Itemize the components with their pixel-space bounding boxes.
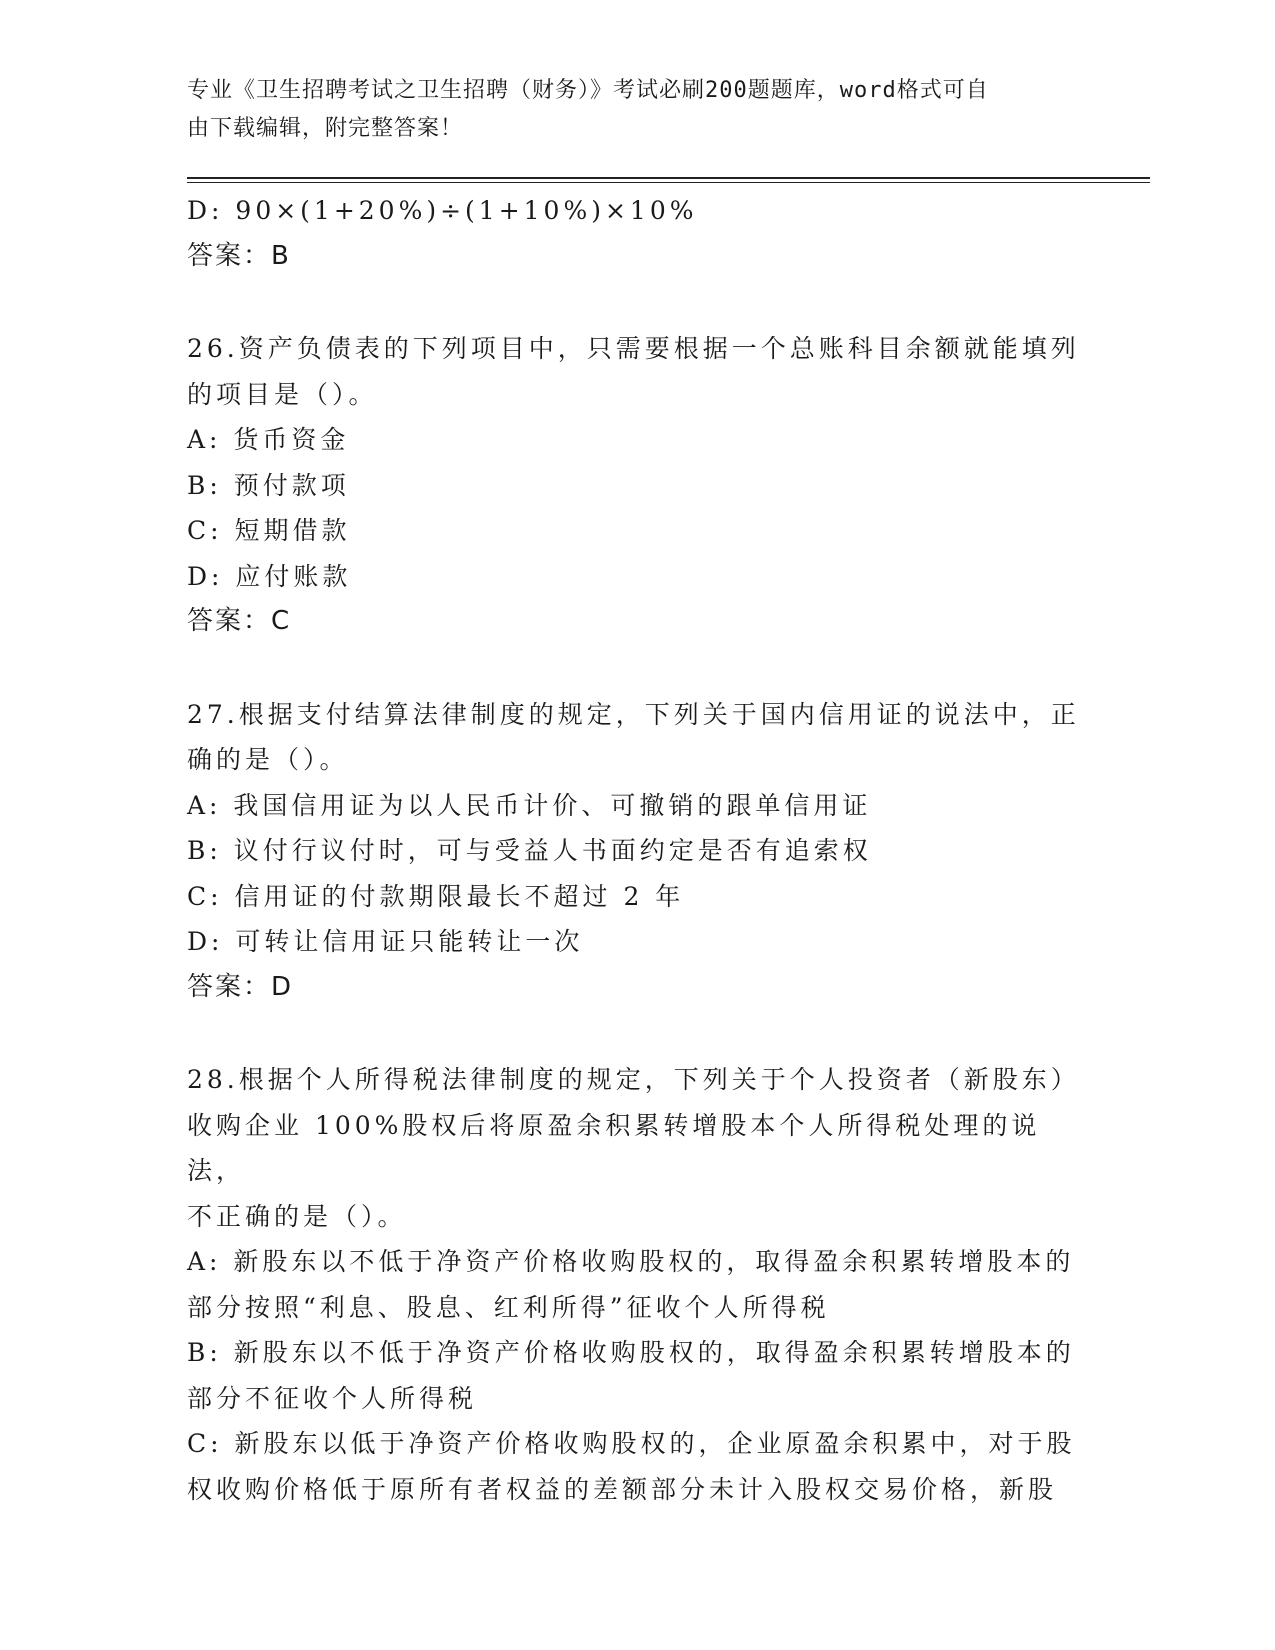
question-stem: 不正确的是（）。 [187, 1201, 407, 1231]
option-a: A: 新股东以不低于净资产价格收购股权的，取得盈余积累转增股本的 [187, 1247, 1075, 1276]
question-stem: 收购企业 100%股权后将原盈余积累转增股本个人所得税处理的说法， [187, 1110, 1041, 1185]
answer-line: 答案：D [187, 971, 294, 1002]
question-block [187, 692, 1087, 1011]
option-d: D: 可转让信用证只能转让一次 [187, 927, 584, 956]
option-c: 权收购价格低于原所有者权益的差额部分未计入股权交易价格，新股 [187, 1474, 1058, 1504]
option-b: B: 新股东以不低于净资产价格收购股权的，取得盈余积累转增股本的 [187, 1338, 1075, 1367]
question-stem: 28.根据个人所得税法律制度的规定，下列关于个人投资者（新股东） [187, 1065, 1080, 1094]
option-c: C: 短期借款 [187, 516, 351, 545]
document-header [187, 72, 1067, 148]
question-stem: 确的是（）。 [187, 745, 349, 774]
option-c: C: 信用证的付款期限最长不超过 2 年 [187, 881, 685, 911]
question-stem: 27.根据支付结算法律制度的规定，下列关于国内信用证的说法中，正 [187, 699, 1080, 729]
question-block [187, 326, 1087, 645]
header-divider [187, 177, 1150, 179]
answer-line: 答案：C [187, 606, 292, 636]
answer-line: 答案：B [187, 240, 291, 271]
option-d: D: 应付账款 [187, 561, 352, 591]
option-a: A: 货币资金 [187, 425, 350, 454]
header-line: 由下载编辑，附完整答案！ [187, 116, 464, 141]
question-block [187, 1057, 1087, 1512]
option-c: C: 新股东以低于净资产价格收购股权的，企业原盈余积累中，对于股 [187, 1429, 1076, 1458]
option-a: A: 我国信用证为以人民币计价、可撤销的跟单信用证 [187, 790, 872, 820]
question-stem: 的项目是（）。 [187, 379, 378, 409]
option-b: B: 议付行议付时，可与受益人书面约定是否有追索权 [187, 836, 872, 865]
document-body [187, 188, 1087, 1512]
header-divider [187, 182, 1150, 183]
question-stem: 26.资产负债表的下列项目中，只需要根据一个总账科目余额就能填列 [187, 334, 1080, 363]
option-a: 部分按照“利息、股息、红利所得”征收个人所得税 [187, 1292, 830, 1322]
option-d: D: 90×(1+20%)÷(1+10%)×10% [187, 196, 698, 225]
option-b: B: 预付款项 [187, 470, 350, 500]
option-b: 部分不征收个人所得税 [187, 1383, 478, 1413]
question-block [187, 188, 1087, 279]
header-line: 专业《卫生招聘考试之卫生招聘（财务）》考试必刷200题题库，word格式可自 [187, 78, 989, 103]
